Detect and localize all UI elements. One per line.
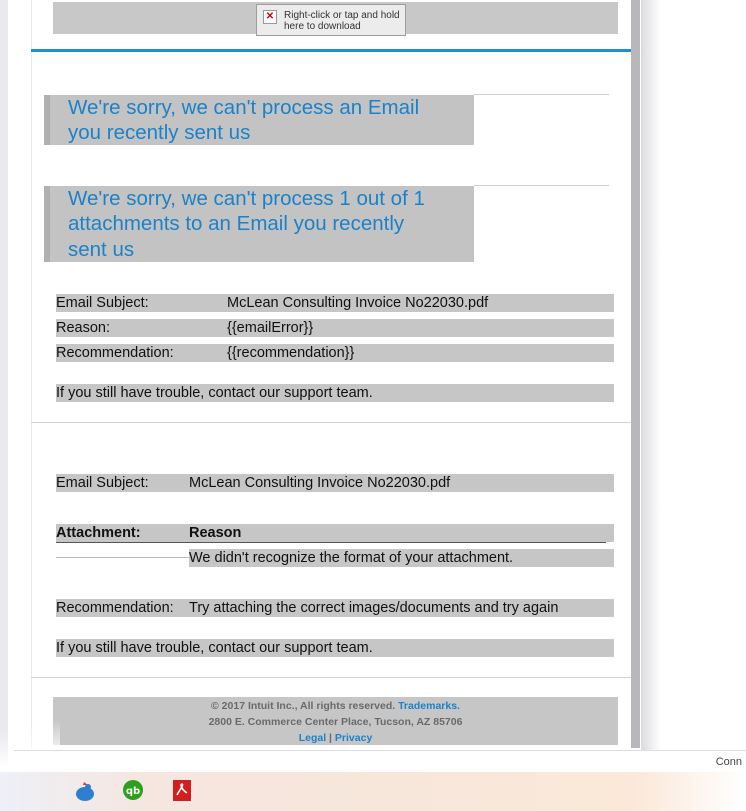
svg-text:qb: qb xyxy=(125,786,141,797)
broken-image-icon: ✕ xyxy=(263,10,277,24)
support-message: If you still have trouble, contact our support team. xyxy=(56,385,373,401)
bird-icon[interactable] xyxy=(74,779,96,801)
notice-line: you recently sent us xyxy=(68,121,251,144)
detail-row-subject xyxy=(56,474,614,492)
vertical-scrollbar[interactable] xyxy=(631,0,640,748)
email-footer xyxy=(53,697,618,745)
section-divider xyxy=(31,677,631,678)
footer-links xyxy=(53,731,618,745)
divider xyxy=(474,94,609,95)
detail-row-reason xyxy=(56,319,614,337)
acrobat-icon[interactable] xyxy=(171,779,193,801)
notice-line: attachments to an Email you recently xyxy=(68,212,405,235)
detail-row-subject xyxy=(56,294,614,312)
error-notice-attachments xyxy=(44,186,474,262)
privacy-link[interactable]: Privacy xyxy=(334,732,373,744)
error-notice-email xyxy=(44,95,474,145)
header-underline xyxy=(56,542,606,543)
attachment-table-header xyxy=(56,524,614,542)
footer-address: 2800 E. Commerce Center Place, Tucson, AZ 85706 xyxy=(208,716,463,728)
row-underline xyxy=(56,557,189,558)
detail-value: McLean Consulting Invoice No22030.pdf xyxy=(227,295,489,311)
detail-value: Try attaching the correct images/documents and try again xyxy=(189,600,559,616)
detail-value: {{recommendation}} xyxy=(227,345,355,361)
detail-value: McLean Consulting Invoice No22030.pdf xyxy=(189,475,451,491)
detail-row-recommendation xyxy=(56,599,614,617)
detail-row-recommendation xyxy=(56,344,614,362)
divider xyxy=(474,185,609,186)
support-message: If you still have trouble, contact our support team. xyxy=(56,640,373,656)
detail-value: {{emailError}} xyxy=(227,320,314,336)
detail-label: Email Subject: xyxy=(56,475,149,491)
support-text xyxy=(56,639,614,657)
attachment-header: Attachment: xyxy=(56,525,141,541)
reason-value: We didn't recognize the format of your attachment. xyxy=(189,550,514,566)
section-divider xyxy=(31,422,631,423)
quickbooks-icon[interactable] xyxy=(122,779,144,801)
support-text xyxy=(56,384,614,402)
status-bar xyxy=(14,750,746,773)
notice-line: We're sorry, we can't process 1 out of 1 xyxy=(68,187,425,210)
footer-copyright-line xyxy=(53,699,618,713)
reason-header: Reason xyxy=(189,525,242,541)
detail-label: Reason: xyxy=(56,320,111,336)
attachment-reason-row xyxy=(189,549,614,567)
page-edge-shadow xyxy=(641,0,661,750)
header-rule xyxy=(31,49,631,52)
detail-label: Email Subject: xyxy=(56,295,149,311)
trademarks-link[interactable]: Trademarks. xyxy=(398,700,460,712)
notice-line: We're sorry, we can't process an Email xyxy=(68,96,420,119)
copyright-text: © 2017 Intuit Inc., All rights reserved. xyxy=(211,700,396,712)
legal-link[interactable]: Legal xyxy=(298,732,327,744)
detail-label: Recommendation: xyxy=(56,600,174,616)
notice-line: sent us xyxy=(68,238,135,261)
connection-status: Conn xyxy=(715,756,742,768)
taskbar xyxy=(0,772,746,811)
footer-divider: | xyxy=(329,732,332,744)
broken-image-placeholder[interactable] xyxy=(256,4,406,36)
broken-image-alt-text: Right-click or tap and hold here to download xyxy=(284,10,400,32)
detail-label: Recommendation: xyxy=(56,345,174,361)
